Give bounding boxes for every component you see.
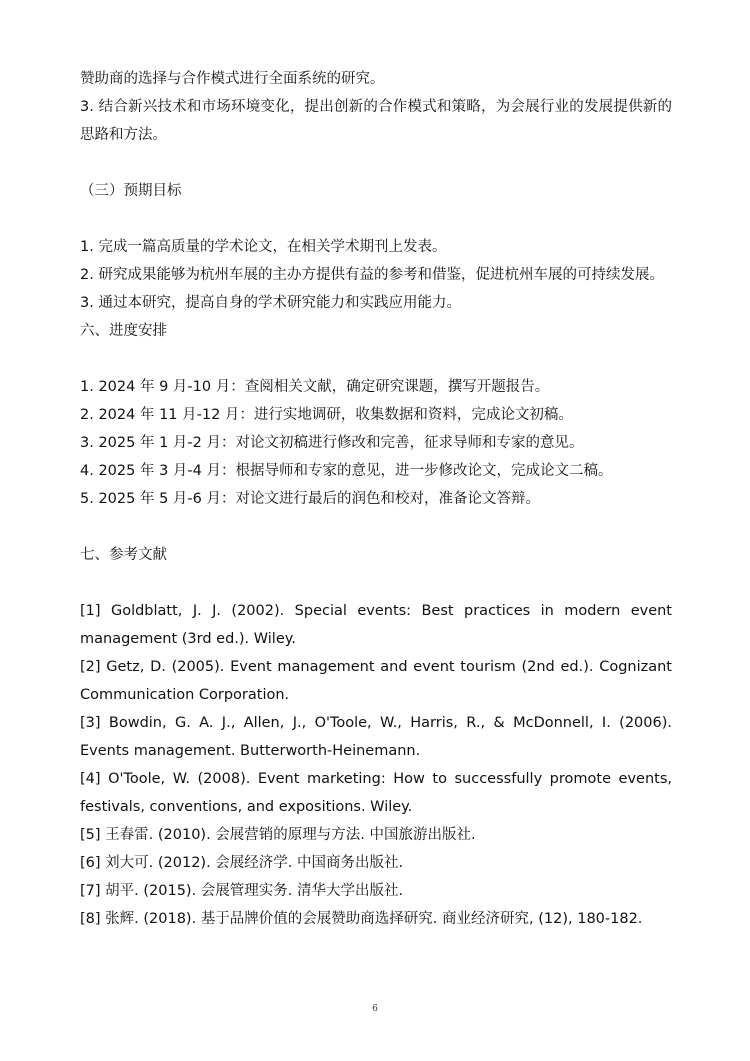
reference-item: [2] Getz, D. (2005). Event management and event tourism (2nd ed.). Cognizant Communication Corporation. (80, 659, 672, 703)
reference-item: [7] 胡平. (2015). 会展管理实务. 清华大学出版社. (80, 883, 404, 899)
list-item: 3. 2025 年 1 月-2 月：对论文初稿进行修改和完善，征求导师和专家的意见。 (80, 435, 584, 451)
body-line: 赞助商的选择与合作模式进行全面系统的研究。 (80, 71, 385, 87)
reference-item: [4] O'Toole, W. (2008). Event marketing: How to successfully promote events, festivals, conventions, and expositions. Wiley. (80, 771, 672, 815)
spacer (80, 569, 672, 597)
list-item: 3. 通过本研究，提高自身的学术研究能力和实践应用能力。 (80, 295, 461, 311)
body-line: 3. 结合新兴技术和市场环境变化，提出创新的合作模式和策略，为会展行业的发展提供新的思路和方法。 (80, 99, 672, 143)
spacer (80, 345, 672, 373)
list-item: 1. 2024 年 9 月-10 月：查阅相关文献，确定研究课题，撰写开题报告。 (80, 379, 550, 395)
document-body (80, 65, 672, 933)
page-number: 6 (372, 1004, 378, 1014)
reference-item: [8] 张辉. (2018). 基于品牌价值的会展赞助商选择研究. 商业经济研究, (12), 180-182. (80, 911, 643, 927)
section-heading-references: 七、参考文献 (80, 547, 167, 563)
list-item: 4. 2025 年 3 月-4 月：根据导师和专家的意见，进一步修改论文，完成论文二稿。 (80, 463, 613, 479)
reference-item: [1] Goldblatt, J. J. (2002). Special events: Best practices in modern event management (3rd ed.). Wiley. (80, 603, 672, 647)
spacer (80, 205, 672, 233)
reference-item: [5] 王春雷. (2010). 会展营销的原理与方法. 中国旅游出版社. (80, 827, 476, 843)
list-item: 5. 2025 年 5 月-6 月：对论文进行最后的润色和校对，准备论文答辩。 (80, 491, 540, 507)
spacer (80, 513, 672, 541)
reference-item: [3] Bowdin, G. A. J., Allen, J., O'Toole, W., Harris, R., & McDonnell, I. (2006). Events management. Butterworth-Heinemann. (80, 715, 672, 759)
spacer (80, 149, 672, 177)
list-item: 2. 研究成果能够为杭州车展的主办方提供有益的参考和借鉴，促进杭州车展的可持续发展。 (80, 267, 664, 283)
list-item: 1. 完成一篇高质量的学术论文，在相关学术期刊上发表。 (80, 239, 447, 255)
reference-item: [6] 刘大可. (2012). 会展经济学. 中国商务出版社. (80, 855, 404, 871)
list-item: 2. 2024 年 11 月-12 月：进行实地调研，收集数据和资料，完成论文初稿。 (80, 407, 573, 423)
section-heading-schedule: 六、进度安排 (80, 323, 167, 339)
section-heading-expected-goals: （三）预期目标 (80, 183, 182, 199)
